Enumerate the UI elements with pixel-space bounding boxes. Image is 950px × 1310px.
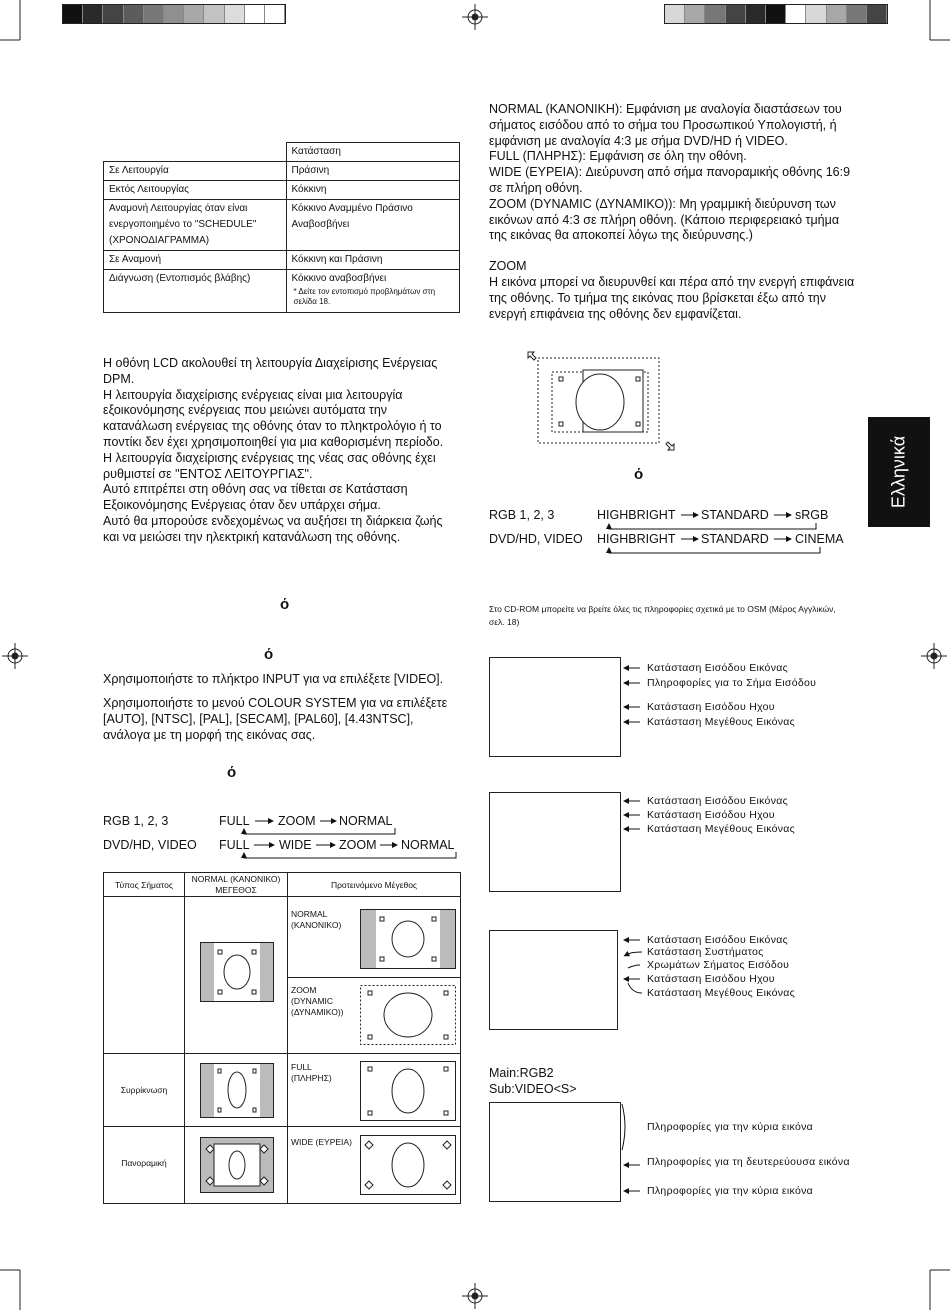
size-step: ZOOM: [278, 814, 316, 828]
video-input-text: Χρησιμοποιήστε το πλήκτρο INPUT για να επιλέξετε [VIDEO].: [103, 672, 444, 686]
wide-normal-diagram: [200, 1137, 274, 1193]
info-label: Κατάσταση Μεγέθους Εικόνας: [647, 716, 796, 728]
info-pointer-arrows: [600, 640, 660, 1210]
info-label: Κατάσταση Εισόδου Εικόνας: [647, 795, 788, 807]
size-step: ZOOM: [339, 838, 377, 852]
picture-step: sRGB: [795, 508, 829, 522]
osm-note: Στο CD-ROM μπορείτε να βρείτε όλες τις πληροφορίες σχετικά με το OSM (Μέρος Αγγλικών, σελ. 18): [489, 604, 836, 627]
pip-info-label: Πληροφορίες για την κύρια εικόνα: [647, 1185, 814, 1197]
zoom-option-diagram: [360, 985, 456, 1045]
dpm-text: Η οθόνη LCD ακολουθεί τη λειτουργία Διαχείρισης Ενέργειας DPM. Η λειτουργία διαχείρισης ενέργειας είναι μια λειτουργία εξοικονόμησης ενέργειας που μειώνει αυτόματα την κατανάλωση ενέργειας της οθόνης όταν το πληκτρολόγιο ή το ποντίκι δεν έχει χρησιμοποιηθεί για μια καθορισμένη περίοδο. Η λειτουργία διαχείρισης ενέργειας της νέας σας οθόνης έχει ρυθμιστεί σε "ΕΝΤΟΣ ΛΕΙΤΟΥΡΓΙΑΣ". Αυτό επιτρέπει στη οθόνη σας να τίθεται σε Κατάσταση Εξοικονόμησης Ενέργειας όταν δεν υπάρχει σήμα. Αυτό θα μπορούσε ενδεχομένως να αυξήσει τη διάρκεια ζωής και να μειώσει την ηλεκτρική κατανάλωση της οθόνης.: [103, 356, 444, 544]
info-label: Χρωμάτων Σήματος Εισόδου: [647, 959, 790, 971]
table-row: Σε Λειτουργία Πράσινη: [104, 162, 460, 181]
table-row: Εκτός Λειτουργίας Κόκκινη: [104, 181, 460, 200]
wide-option-diagram: [360, 1135, 456, 1195]
info-label: Κατάσταση Μεγέθους Εικόνας: [647, 823, 796, 835]
pip-info-label: Πληροφορίες για τη δευτερεύουσα εικόνα: [647, 1156, 850, 1168]
heading-glyph: ό: [280, 596, 290, 613]
shrink-normal-diagram: [200, 1063, 274, 1118]
picture-flow-rgb-label: RGB 1, 2, 3: [489, 508, 555, 522]
picture-flow-dvd-label: DVD/HD, VIDEO: [489, 532, 583, 546]
size-option-label: WIDE (ΕΥΡΕΙΑ): [291, 1137, 352, 1147]
size-row-label: Πανοραμική: [121, 1158, 167, 1168]
size-step: FULL: [219, 814, 250, 828]
picture-step: STANDARD: [701, 508, 769, 522]
pip-sub-label: Sub:VIDEO<S>: [489, 1082, 577, 1096]
size-table: [103, 872, 461, 1204]
normal-option-diagram: [360, 909, 456, 969]
size-step: WIDE: [279, 838, 312, 852]
zoom-diagram: [526, 350, 682, 454]
heading-glyph: ό: [264, 646, 274, 663]
info-label: Κατάσταση Εισόδου Εικόνας: [647, 934, 788, 946]
size-flow-arrows: [0, 0, 470, 870]
size-descriptions: NORMAL (ΚΑΝΟΝΙΚΗ): Εμφάνιση με αναλογία διαστάσεων του σήματος εισόδου από το σήμα του Προσωπικού Υπολογιστή, ή εμφάνιση με αναλογία 4:3 με σήμα DVD/HD ή VIDEO. FULL (ΠΛΗΡΗΣ): Εμφάνιση σε όλη την οθόνη. WIDE (ΕΥΡΕΙΑ): Διεύρυνση από σήμα πανοραμικής οθόνης 16:9 σε πλήρη οθόνη. ZOOM (DYNAMIC (ΔΥΝΑΜΙΚΟ)): Μη γραμμική διεύρυνση των εικόνων από 4:3 σε πλήρη οθόνη. (Κάποιο περιφερειακό τμήμα της εικόνας θα αποκοπεί λόγω της διεύρυνσης.): [489, 102, 851, 243]
size-option-label: NORMAL (ΚΑΝΟΝΙΚΟ): [291, 909, 342, 930]
table-row: Αναμονή Λειτουργίας όταν είναι ενεργοποιημένο το "SCHEDULE" (ΧΡΟΝΟΔΙΑΓΡΑΜΜΑ) Κόκκινο Αναμμένο Πράσινο Αναβοσβήνει: [104, 200, 460, 251]
size-option-label: FULL (ΠΛΗΡΗΣ): [291, 1062, 332, 1083]
picture-step: HIGHBRIGHT: [597, 532, 676, 546]
info-label: Κατάσταση Εισόδου Ηχου: [647, 809, 775, 821]
info-label: Κατάσταση Εισόδου Ηχου: [647, 701, 775, 713]
normal-size-diagram: [200, 942, 274, 1002]
info-label: Πληροφορίες για το Σήμα Εισόδου: [647, 677, 817, 689]
picture-flow-arrows: [480, 500, 860, 570]
size-flow-dvd-label: DVD/HD, VIDEO: [103, 838, 197, 852]
picture-step: STANDARD: [701, 532, 769, 546]
full-option-diagram: [360, 1061, 456, 1121]
size-table-header: Τύπος Σήματος: [115, 880, 173, 890]
language-tab: Ελληνικά: [868, 417, 930, 527]
size-step: NORMAL: [339, 814, 393, 828]
led-note: * Δείτε τον εντοπισμό προβλημάτων στη σελίδα 18.: [293, 287, 436, 306]
pip-info-label: Πληροφορίες για την κύρια εικόνα: [647, 1121, 814, 1133]
size-table-header: NORMAL (ΚΑΝΟΝΙΚΟ) ΜΕΓΕΘΟΣ: [191, 874, 281, 895]
size-flow-rgb-label: RGB 1, 2, 3: [103, 814, 169, 828]
size-step: NORMAL: [401, 838, 455, 852]
size-table-header: Προτεινόμενο Μέγεθος: [330, 880, 418, 890]
table-row: Διάγνωση (Εντοπισμός βλάβης) Κόκκινο αναβοσβήνει * Δείτε τον εντοπισμό προβλημάτων στη σελίδα 18.: [104, 270, 460, 313]
heading-glyph: ό: [227, 764, 237, 781]
info-label: Κατάσταση Συστήματος: [647, 946, 764, 958]
zoom-title: ZOOM: [489, 259, 527, 273]
heading-glyph: ό: [634, 466, 644, 483]
pip-main-label: Main:RGB2: [489, 1066, 554, 1080]
size-option-label: ZOOM (DYNAMIC (ΔΥΝΑΜΙΚΟ)): [291, 985, 344, 1017]
picture-step: HIGHBRIGHT: [597, 508, 676, 522]
info-label: Κατάσταση Εισόδου Ηχου: [647, 973, 775, 985]
info-label: Κατάσταση Μεγέθους Εικόνας: [647, 987, 796, 999]
colour-system-text: Χρησιμοποιήστε το μενού COLOUR SYSTEM για να επιλέξετε [AUTO], [NTSC], [PAL], [SECAM], [PAL60], [4.43NTSC], ανάλογα με τη μορφή της εικόνας σας.: [103, 696, 448, 742]
table-row: Σε Αναμονή Κόκκινη και Πράσινη: [104, 251, 460, 270]
size-step: FULL: [219, 838, 250, 852]
size-row-label: Συρρίκνωση: [120, 1085, 168, 1095]
info-label: Κατάσταση Εισόδου Εικόνας: [647, 662, 788, 674]
zoom-text: Η εικόνα μπορεί να διευρυνθεί και πέρα από την ενεργή επιφάνεια της οθόνης. Το τμήμα της εικόνας που βρίσκεται έξω από την ενεργή επιφάνεια της οθόνης δεν εμφανίζεται.: [489, 275, 855, 321]
picture-step: CINEMA: [795, 532, 844, 546]
led-table-header: Κατάσταση: [286, 143, 460, 162]
info-screen-3: [489, 930, 618, 1030]
